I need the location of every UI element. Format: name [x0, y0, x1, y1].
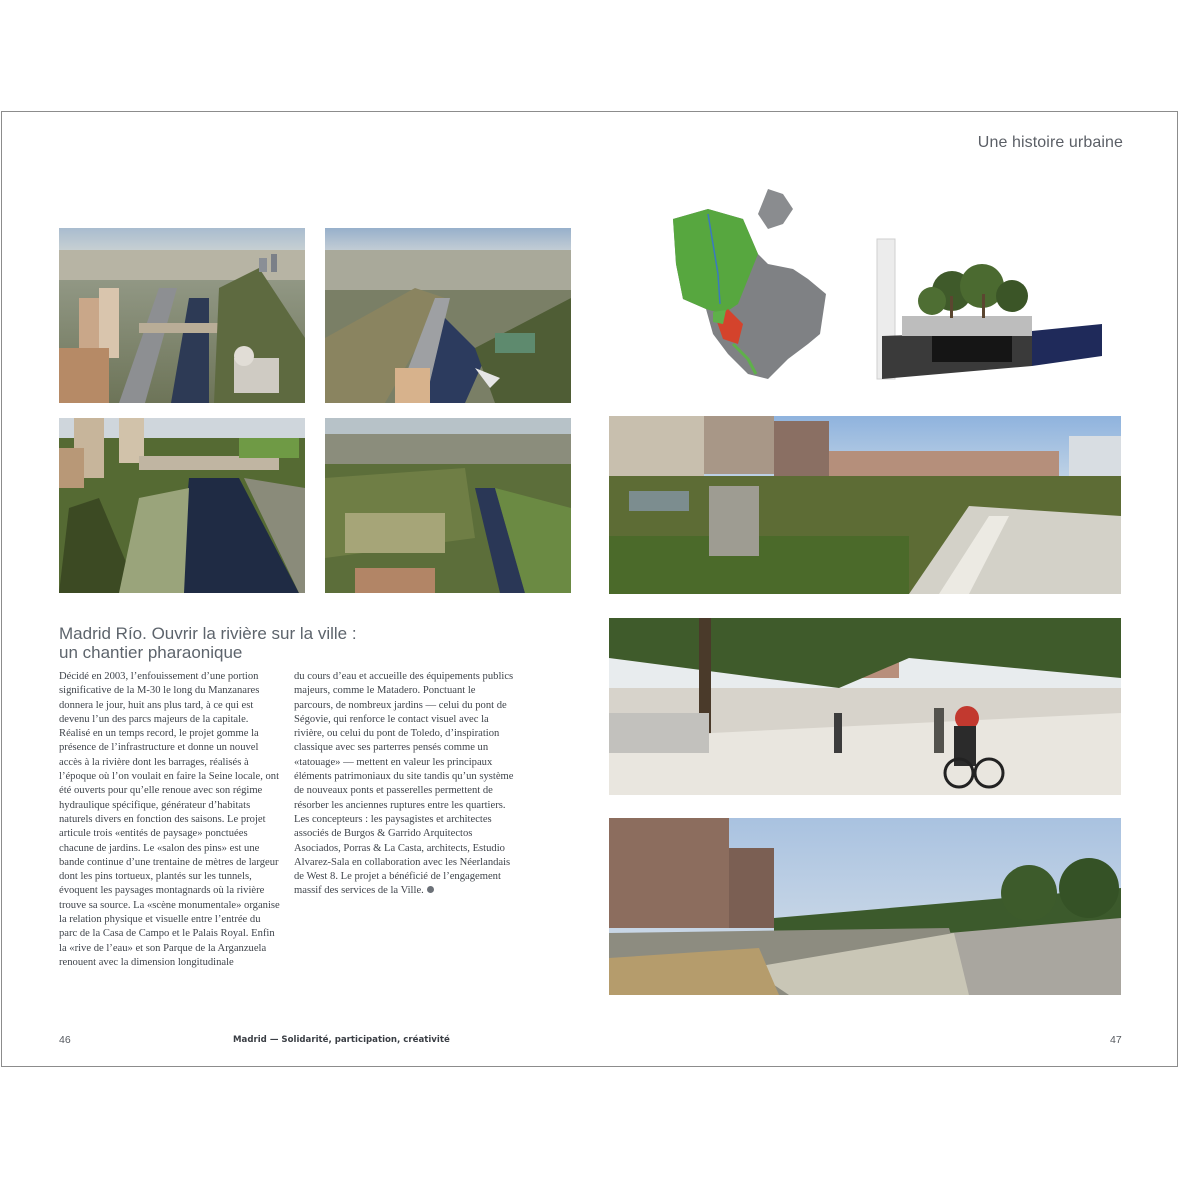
aerial-photo-2: [325, 228, 571, 403]
body-paragraph-1: Décidé en 2003, l’enfouissement d’une portion significative de la M-30 le long du Manzanares donnera le jour, huit ans plus tard, à ce qui est devenu l’un des parcs majeurs de la capitale. Réalisé en un temps record, le projet gomme la présence de l’infrastructure et donne un nouvel accès à la rivière dont les barrages, réalisés à l’époque où l’on voulait en faire la Seine locale, ont été ouverts pour qu’elle renoue avec son régime hydraulique spécifique, générateur d’habitats naturels divers en fonction des saisons. Le projet articule trois «entités de paysage» ponctuées chacune de jardins. Le «salon des pins» est une bande continue d’une trentaine de mètres de largeur dont les pins tortueux, plantés sur les tunnels, évoquent les paysages montagnards où la rivière trouve sa source. La «scène monumentale» organise la relation physique et visuelle entre l’entrée du parc de la Casa de Campo et le Palais Royal. Enfin la «rive de l’eau» et son Parque de la Arganzuela renouent avec la dimension longitudinale: [59, 671, 280, 968]
aerial-photo-3: [59, 418, 305, 593]
pine-promenade-photo: [609, 618, 1121, 795]
headline-line-1: Madrid Río. Ouvrir la rivière sur la ville :: [59, 624, 357, 643]
page-number-left: 46: [59, 1034, 71, 1046]
body-column-1: [59, 670, 281, 970]
running-footer-title: Madrid — Solidarité, participation, créativité: [233, 1035, 450, 1045]
aerial-photo-4: [325, 418, 571, 593]
headline-line-2: un chantier pharaonique: [59, 643, 243, 662]
page-number-right: 47: [1110, 1034, 1122, 1046]
riverside-park-photo: [609, 416, 1121, 594]
body-paragraph-2: du cours d’eau et accueille des équipements publics majeurs, comme le Matadero. Ponctuant le parcours, de nombreux jardins — celui du pont de Ségovie, qui renforce le contact visuel avec la rivière, ou celui du pont de Toledo, d’inspiration classique avec ses parterres pensés comme un «tatouage» — mettent en valeur les principaux éléments patrimoniaux du site tandis qu’un système de nouveaux ponts et passerelles permettent de résorber les anciennes ruptures entre les quartiers.: [294, 671, 514, 811]
aerial-photo-1: [59, 228, 305, 403]
body-paragraph-3: Les concepteurs : les paysagistes et architectes associés de Burgos & Garrido Arquitectos Asociados, Porras & La Casta, architects, Estudio Alvarez-Sala en collaboration avec les Néerlandais de West 8. Le projet a bénéficié de l’engagement massif des services de la Ville.: [294, 813, 511, 897]
manzanares-river-photo: [609, 818, 1121, 995]
end-bullet-icon: [427, 886, 434, 893]
tunnel-section-diagram: [872, 236, 1104, 384]
madrid-map: [668, 184, 838, 384]
section-title: Une histoire urbaine: [977, 134, 1123, 151]
article-headline: [59, 624, 439, 662]
body-column-2: [294, 670, 516, 899]
